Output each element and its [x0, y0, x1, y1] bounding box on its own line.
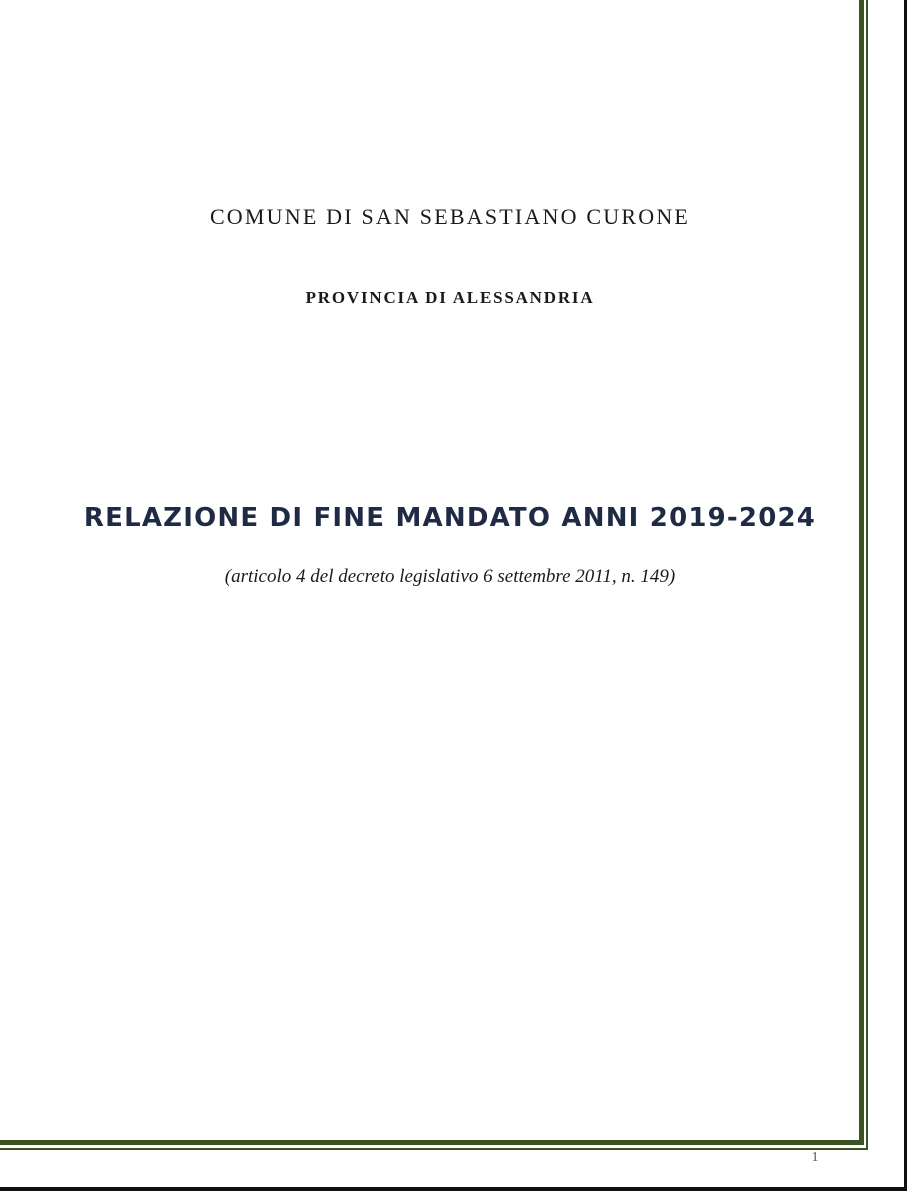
municipality-heading: COMUNE DI SAN SEBASTIANO CURONE [209, 204, 691, 229]
page-border-bottom-inner [0, 1148, 868, 1150]
document-title: RELAZIONE DI FINE MANDATO ANNI 2019-2024 [83, 503, 817, 533]
page-number: 1 [811, 1150, 819, 1165]
page-border-bottom [0, 1140, 864, 1145]
viewer-edge-bottom [0, 1187, 907, 1191]
document-subtitle: (articolo 4 del decreto legislativo 6 settembre 2011, n. 149) [224, 566, 676, 587]
province-heading: PROVINCIA DI ALESSANDRIA [305, 288, 595, 307]
